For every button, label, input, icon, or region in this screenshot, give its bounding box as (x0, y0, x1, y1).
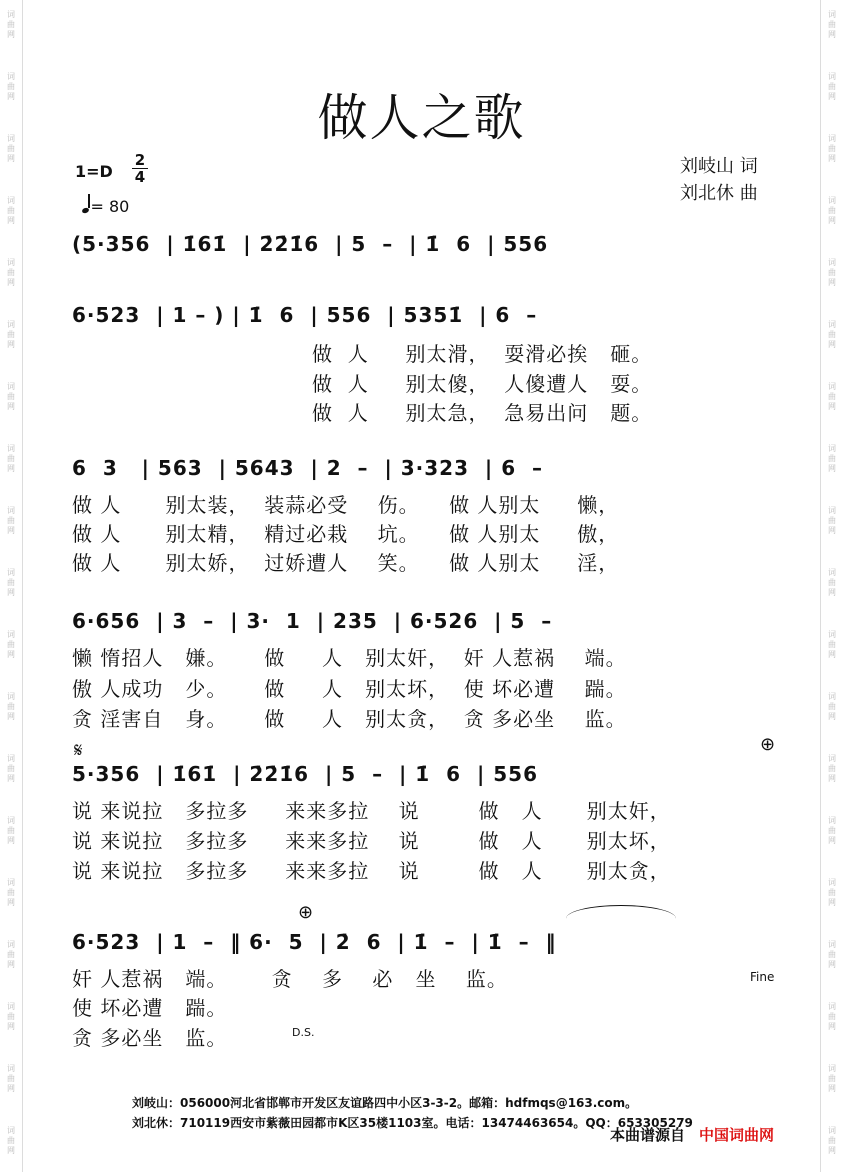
watermark-text: 词 曲 网 (828, 816, 836, 845)
composer-credit: 刘北休 曲 (680, 183, 758, 204)
lyricist-credit: 刘岐山 词 (680, 156, 758, 177)
left-watermark-strip (0, 0, 23, 1172)
notation: (5·356 | 1̇61̇ | 2̇2̇1̇6 | 5 – | 1̇ 6 | 556 (72, 232, 549, 256)
lyric-line: 傲 人成功 少。 做 人 别太坏， 使 坏必遭 踹。 (72, 677, 627, 701)
watermark-text: 词 曲 网 (7, 1126, 15, 1155)
watermark-text: 词 曲 网 (828, 630, 836, 659)
score-line-1 (72, 232, 782, 272)
watermark-text: 词 曲 网 (7, 320, 15, 349)
song-title: 做人之歌 (317, 89, 526, 147)
watermark-text: 词 曲 网 (828, 72, 836, 101)
watermark-text: 词 曲 网 (7, 1064, 15, 1093)
watermark-text: 词 曲 网 (7, 940, 15, 969)
watermark-text: 词 曲 网 (7, 878, 15, 907)
coda-icon: ⊕ (298, 902, 314, 923)
source-credit (610, 1124, 774, 1145)
watermark-text: 词 曲 网 (7, 196, 15, 225)
contact-footer (132, 1093, 693, 1133)
lyric-line: 使 坏必遭 踹。 (72, 996, 228, 1020)
watermark-text: 词 曲 网 (828, 506, 836, 535)
watermark-text: 词 曲 网 (7, 10, 15, 39)
source-label: 本曲谱源自 (610, 1126, 686, 1144)
score-line-2 (72, 303, 782, 343)
notation: 6·523 | 1 – ‖ 6· 5 | 2̇ 6 | 1̇ – | 1̇ – ‖ (72, 930, 557, 954)
lyric-line: 做 人 别太装， 装蒜必受 伤。 做 人别太 懒， (72, 493, 620, 517)
watermark-text: 词 曲 网 (828, 134, 836, 163)
watermark-text: 词 曲 网 (7, 568, 15, 597)
segno-icon: 𝄋 (74, 738, 83, 762)
lyric-line: 贪 多必坐 监。 (72, 1026, 228, 1050)
watermark-text: 词 曲 网 (7, 444, 15, 473)
watermark-text: 词 曲 网 (828, 1002, 836, 1031)
tempo-value: = 80 (90, 197, 130, 216)
watermark-text: 词 曲 网 (7, 258, 15, 287)
lyric-line: 奸 人惹祸 端。 贪 多 必 坐 监。 (72, 967, 508, 991)
watermark-text: 词 曲 网 (828, 10, 836, 39)
notation: 6·523 | 1 – ) | 1̇ 6 | 556 | 5351̇ | 6 – (72, 303, 538, 327)
watermark-text: 词 曲 网 (828, 444, 836, 473)
footer-line: 刘岐山：056000河北省邯郸市开发区友谊路四中小区3-3-2。邮箱：hdfmqs@163.com。 (132, 1096, 638, 1110)
notation: 6 3 | 563 | 5643 | 2 – | 3·323 | 6 – (72, 456, 544, 480)
tie-arc (566, 905, 676, 932)
coda-icon: ⊕ (760, 734, 776, 755)
watermark-text: 词 曲 网 (7, 382, 15, 411)
watermark-text: 词 曲 网 (7, 692, 15, 721)
watermark-text: 词 曲 网 (828, 878, 836, 907)
fine-mark: Fine (750, 970, 775, 984)
source-site: 中国词曲网 (699, 1126, 775, 1144)
watermark-text: 词 曲 网 (828, 320, 836, 349)
watermark-text: 词 曲 网 (828, 1064, 836, 1093)
ds-mark: D.S. (292, 1026, 315, 1039)
watermark-text: 词 曲 网 (7, 816, 15, 845)
quarter-note-icon (81, 207, 89, 214)
watermark-text: 词 曲 网 (828, 196, 836, 225)
key-signature: 1=D (75, 162, 113, 181)
tempo-marking (82, 197, 129, 216)
watermark-text: 词 曲 网 (7, 1002, 15, 1031)
lyric-line: 说 来说拉 多拉多 来来多拉 说 做 人 别太坏， (72, 829, 671, 853)
watermark-text: 词 曲 网 (828, 568, 836, 597)
lyric-line: 贪 淫害自 身。 做 人 别太贪， 贪 多必坐 监。 (72, 707, 627, 731)
watermark-text: 词 曲 网 (828, 1126, 836, 1155)
credits (680, 153, 758, 207)
watermark-text: 词 曲 网 (828, 754, 836, 783)
lyric-line: 说 来说拉 多拉多 来来多拉 说 做 人 别太贪， (72, 859, 671, 883)
notation: 6·656 | 3 – | 3· 1 | 235 | 6·526 | 5 – (72, 609, 553, 633)
lyric-line: 做 人 别太精， 精过必栽 坑。 做 人别太 傲， (72, 522, 620, 546)
time-signature-bottom: 4 (134, 168, 146, 186)
lyric-line: 做 人 别太傻， 人傻遭人 耍。 (312, 372, 653, 396)
watermark-text: 词 曲 网 (7, 754, 15, 783)
time-signature (132, 152, 148, 185)
watermark-text: 词 曲 网 (7, 72, 15, 101)
right-watermark-strip (820, 0, 843, 1172)
lyric-line: 说 来说拉 多拉多 来来多拉 说 做 人 别太奸， (72, 799, 671, 823)
lyric-line: 做 人 别太滑， 耍滑必挨 砸。 (312, 342, 653, 366)
watermark-text: 词 曲 网 (7, 134, 15, 163)
watermark-text: 词 曲 网 (7, 506, 15, 535)
lyric-line: 做 人 别太娇， 过娇遭人 笑。 做 人别太 淫， (72, 551, 620, 575)
watermark-text: 词 曲 网 (828, 258, 836, 287)
watermark-text: 词 曲 网 (828, 940, 836, 969)
watermark-text: 词 曲 网 (828, 382, 836, 411)
notation: 5·356 | 1̇61̇ | 2̇2̇1̇6 | 5 – | 1̇ 6 | 556 (72, 762, 538, 786)
time-signature-top: 2 (134, 151, 146, 169)
watermark-text: 词 曲 网 (828, 692, 836, 721)
lyric-line: 懒 惰招人 嫌。 做 人 别太奸， 奸 人惹祸 端。 (72, 646, 627, 670)
lyric-line: 做 人 别太急， 急易出问 题。 (312, 401, 653, 425)
watermark-text: 词 曲 网 (7, 630, 15, 659)
footer-line: 刘北休：710119西安市紫薇田园都市K区35楼1103室。电话：13474463654。QQ：653305279 (132, 1116, 693, 1130)
